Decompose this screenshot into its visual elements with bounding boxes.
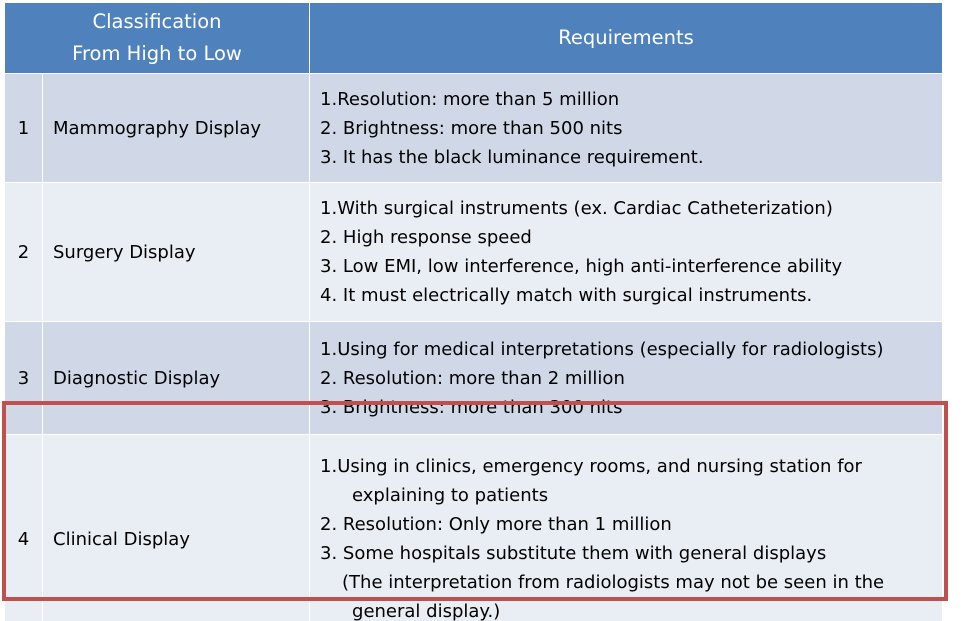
row-requirements: [310, 435, 943, 621]
row-number: 2: [5, 183, 43, 322]
requirement-line: 1.With surgical instruments (ex. Cardiac Catheterization): [320, 198, 833, 219]
row-display-name: Diagnostic Display: [43, 322, 310, 435]
header-row: [5, 3, 943, 74]
requirement-line: 4. It must electrically match with surgical instruments.: [320, 285, 813, 306]
row-requirements: [310, 183, 943, 322]
table-row: [5, 322, 943, 435]
row-requirements: [310, 74, 943, 183]
display-classification-table: [4, 2, 943, 621]
row-number: 3: [5, 322, 43, 435]
header-classification: [5, 3, 310, 74]
requirement-line: 2. Resolution: more than 2 million: [320, 367, 625, 389]
row-number: 4: [5, 435, 43, 621]
row-display-name: Clinical Display: [43, 435, 310, 621]
table-row: [5, 74, 943, 183]
header-classification-line1: Classification: [92, 10, 222, 33]
row-number: 1: [5, 74, 43, 183]
table-row: [5, 435, 943, 621]
requirement-line: 3. Some hospitals substitute them with general displays: [320, 543, 827, 564]
header-requirements: Requirements: [310, 3, 943, 74]
requirement-line: 3. Low EMI, low interference, high anti-interference ability: [320, 256, 843, 277]
header-classification-line2: From High to Low: [72, 42, 242, 65]
requirement-line: 3. It has the black luminance requirement.: [320, 146, 704, 168]
requirement-line: (The interpretation from radiologists may not be seen in the: [342, 572, 885, 593]
requirement-line: 1.Using in clinics, emergency rooms, and nursing station for: [320, 456, 862, 477]
requirement-line: 1.Using for medical interpretations (especially for radiologists): [320, 338, 884, 360]
row-display-name: Surgery Display: [43, 183, 310, 322]
requirement-line: 2. Resolution: Only more than 1 million: [320, 514, 672, 535]
requirement-line: 3. Brightness: more than 300 nits: [320, 396, 623, 418]
table-row: [5, 183, 943, 322]
requirement-line: 2. Brightness: more than 500 nits: [320, 117, 623, 139]
row-requirements: [310, 322, 943, 435]
requirement-line: explaining to patients: [352, 485, 549, 506]
requirement-line: general display.): [352, 601, 501, 621]
row-display-name: Mammography Display: [43, 74, 310, 183]
requirement-line: 1.Resolution: more than 5 million: [320, 88, 620, 110]
requirement-line: 2. High response speed: [320, 227, 532, 248]
